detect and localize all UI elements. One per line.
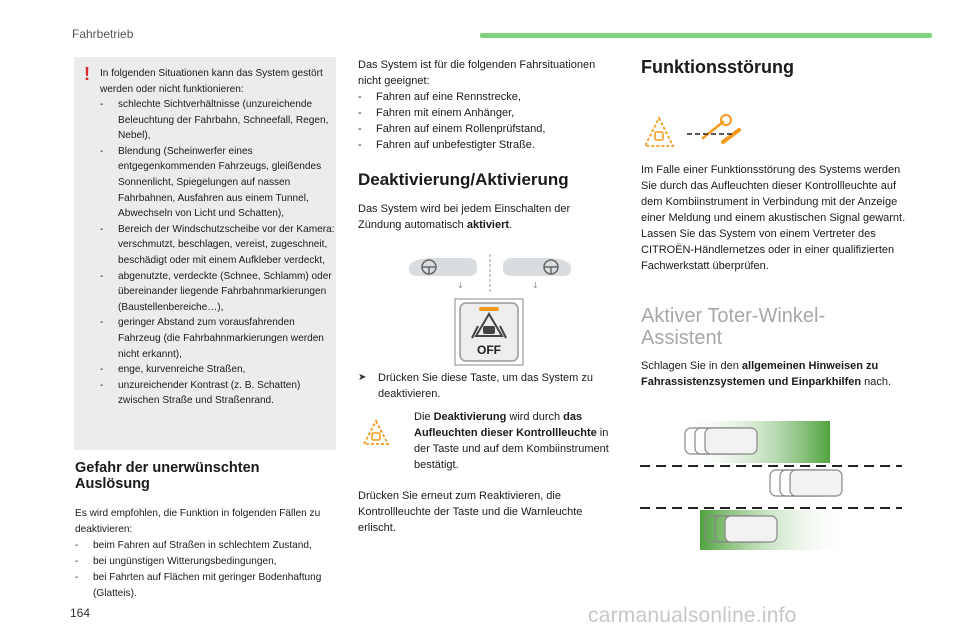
blind-spot-heading: Aktiver Toter-Winkel-Assistent xyxy=(641,305,826,349)
confirm-pre: Die xyxy=(414,411,434,423)
danger-list xyxy=(75,538,340,602)
malfunction-heading: Funktionsstörung xyxy=(641,57,794,77)
wrench-icon xyxy=(703,115,739,142)
deactivation-text-part: Das System wird bei jedem Einschalten der Zündung automatisch xyxy=(358,203,571,231)
list-item: - schlechte Sichtverhältnisse (unzureichende Beleuchtung der Fahrbahn, Schneefall, Regen, Nebel), xyxy=(100,97,336,144)
deactivation-confirm-text xyxy=(414,409,614,473)
bsa-bold: allgemeinen Hinweisen zu Fahrassistenzsystemen und Einparkhilfen xyxy=(641,360,879,388)
list-item: - bei ungünstigen Witterungsbedingungen, xyxy=(75,554,340,570)
list-item: - enge, kurvenreiche Straßen, xyxy=(100,362,336,378)
warning-list xyxy=(100,97,336,409)
list-item: - Blendung (Scheinwerfer eines entgegenkommenden Fahrzeugs, gleißendes Sonnenlicht, Spiegelungen auf nassen Fahrbahnen, Ausfahren aus einem Tunnel, Abwechseln von Licht und Schatten), xyxy=(100,144,336,222)
off-label: OFF xyxy=(477,343,501,357)
svg-text:↓: ↓ xyxy=(532,281,539,290)
right-mirror-shape xyxy=(503,258,571,276)
watermark: carmanualsonline.info xyxy=(588,604,797,627)
lane-assist-off-button xyxy=(454,298,524,366)
press-text: Drücken Sie diese Taste, um das System zu deaktivieren. xyxy=(378,372,594,400)
list-item: - Fahren auf unbefestigter Straße. xyxy=(358,137,608,153)
danger-text: Es wird empfohlen, die Funktion in folgenden Fällen zu deaktivieren: xyxy=(75,508,321,535)
header-accent-rule xyxy=(480,33,932,38)
confirm-bold-deactivation: Deaktivierung xyxy=(433,411,507,423)
list-item: - beim Fahren auf Straßen in schlechtem Zustand, xyxy=(75,538,340,554)
list-item: - geringer Abstand zum vorausfahrenden Fahrzeug (die Fahrbahnmarkierungen werden nicht erkannt), xyxy=(100,315,336,362)
svg-text:↓: ↓ xyxy=(457,281,464,290)
list-item: - unzureichender Kontrast (z. B. Schatten) zwischen Straße und Straßenrand. xyxy=(100,378,336,409)
list-item: - Bereich der Windschutzscheibe vor der Kamera: verschmutzt, beschlagen, vereist, zugeschneit, beschädigt oder mit einem Aufkleber verdeckt, xyxy=(100,222,336,269)
left-mirror-shape xyxy=(409,258,477,276)
blind-spot-road-illustration xyxy=(640,420,902,550)
button-indicator-led xyxy=(479,307,499,311)
header-section-title: Fahrbetrieb xyxy=(72,27,134,41)
unsuitable-intro: Das System ist für die folgenden Fahrsituationen nicht geeignet: xyxy=(358,59,596,87)
warning-box xyxy=(74,57,336,450)
bsa-post: nach. xyxy=(861,376,892,388)
warning-intro: In folgenden Situationen kann das System gestört werden oder nicht funktionieren: xyxy=(100,68,323,95)
danger-heading: Gefahr der unerwünschten Auslösung xyxy=(75,460,260,492)
deactivation-text-bold: aktiviert xyxy=(466,219,510,231)
page-number: 164 xyxy=(70,606,91,620)
list-item: - Fahren mit einem Anhänger, xyxy=(358,105,608,121)
list-item: - Fahren auf eine Rennstrecke, xyxy=(358,89,608,105)
deactivation-heading: Deaktivierung/Aktivierung xyxy=(358,170,569,189)
mirror-controls-illustration xyxy=(405,252,575,296)
lane-warning-icon xyxy=(362,418,390,448)
unsuitable-list xyxy=(358,89,608,153)
reactivate-text: Drücken Sie erneut zum Reaktivieren, die Kontrollleuchte der Taste und die Warnleuchte erlischt. xyxy=(358,490,583,534)
list-item: - abgenutzte, verdeckte (Schnee, Schlamm) oder übereinander liegende Fahrbahnmarkierungen (Baustellenbereiche…), xyxy=(100,269,336,316)
car-shape-middle-icon xyxy=(770,470,842,496)
lane-warning-icon xyxy=(645,118,673,146)
warning-exclamation-icon: ! xyxy=(84,64,90,84)
bsa-pre: Schlagen Sie in den xyxy=(641,360,742,372)
malfunction-icons xyxy=(645,112,745,152)
confirm-bold-light: das Aufleuchten dieser Kontrollleuchte xyxy=(414,411,597,439)
deactivation-text-end: . xyxy=(509,219,513,231)
list-item: - bei Fahrten auf Flächen mit geringer Bodenhaftung (Glatteis). xyxy=(75,570,340,602)
confirm-mid: wird durch xyxy=(506,411,564,423)
confirm-post: in der Taste und auf dem Kombiinstrument bestätigt. xyxy=(414,427,609,471)
arrow-bullet-icon: ➤ xyxy=(358,372,367,383)
blind-spot-text xyxy=(641,358,901,390)
malfunction-text: Im Falle einer Funktionsstörung des Systems werden Sie durch das Aufleuchten dieser Kontrollleuchte auf dem Kombiinstrument in Verbindung mit der Anzeige einer Meldung und einem akustischen Signal gewarnt. Lassen Sie das System von einem Vertreter des CITROËN-Händlernetzes oder in einer qualifizierten Fachwerkstatt überprüfen. xyxy=(641,164,906,272)
list-item: - Fahren auf einem Rollenprüfstand, xyxy=(358,121,608,137)
deactivation-text xyxy=(358,201,608,233)
